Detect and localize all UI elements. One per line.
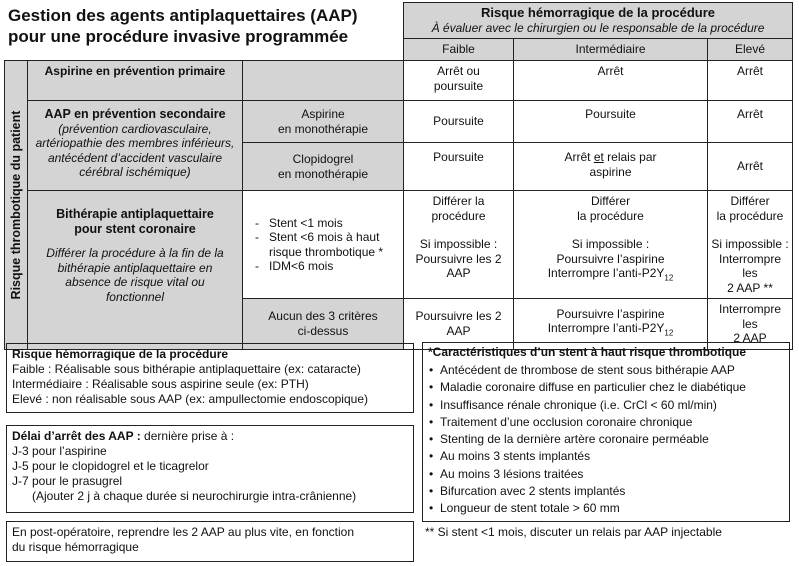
list-item: • Traitement d’une occlusion coronaire chronique xyxy=(440,414,784,431)
list-item: • Longueur de stent totale > 60 mm xyxy=(440,500,784,517)
cell-no-criteria-faible: Poursuivre les 2 AAP xyxy=(404,299,514,350)
criterion-item: - IDM<6 mois xyxy=(269,259,400,274)
cell-high-risk-faible: Différer la procédure Si impossible : Poursuivre les 2 AAP xyxy=(404,191,514,299)
list-item: • Insuffisance rénale chronique (i.e. CrCl < 60 ml/min) xyxy=(440,397,784,414)
cell-high-risk-intermediaire: Différer la procédure Si impossible : Poursuivre l’aspirine Interrompre $l’anti-P2Y_{12}$ xyxy=(514,191,708,299)
column-header-intermediaire: Intermédiaire xyxy=(514,39,708,61)
cell-aspirine-eleve: Arrêt xyxy=(708,101,793,143)
sublabel-no-criteria: Aucun des 3 critères ci-dessus xyxy=(243,299,404,350)
list-item: • Stenting de la dernière artère coronaire perméable xyxy=(440,431,784,448)
cell-high-risk-eleve: Différer la procédure Si impossible : Interrompre les 2 AAP ** xyxy=(708,191,793,299)
cell-primary-intermediaire: Arrêt xyxy=(514,61,708,101)
list-item: • Bifurcation avec 2 stents implantés xyxy=(440,483,784,500)
list-item: • Au moins 3 stents implantés xyxy=(440,448,784,465)
cell-clopidogrel-eleve: Arrêt xyxy=(708,143,793,191)
postop-box: En post-opératoire, reprendre les 2 AAP au plus vite, en fonction du risque hémorragique xyxy=(6,521,414,562)
cell-aspirine-intermediaire: Poursuite xyxy=(514,101,708,143)
aap-management-table xyxy=(4,2,793,350)
column-header-faible: Faible xyxy=(404,39,514,61)
cell-clopidogrel-faible: Poursuite xyxy=(404,143,514,191)
row-label-primary-prevention: Aspirine en prévention primaire xyxy=(28,61,243,101)
thrombotic-risk-label: Risque thrombotique du patient xyxy=(5,61,28,350)
cell-primary-eleve: Arrêt xyxy=(708,61,793,101)
sublabel-clopidogrel-monotherapie: Clopidogrel en monothérapie xyxy=(243,143,404,191)
cell-primary-faible: Arrêt ou poursuite xyxy=(404,61,514,101)
criterion-item: - Stent <6 mois à haut risque thrombotique * xyxy=(269,230,400,259)
list-item: • Antécédent de thrombose de stent sous bithérapie AAP xyxy=(440,362,784,379)
sublabel-aspirine-monotherapie: Aspirine en monothérapie xyxy=(243,101,404,143)
row-label-secondary-prevention: AAP en prévention secondaire (prévention cardiovasculaire, artériopathie des membres inférieurs, antécédent d’accident vasculaire cérébral ischémique) xyxy=(28,101,243,191)
stent-criteria xyxy=(243,191,404,299)
footnote: ** Si stent <1 mois, discuter un relais par AAP injectable xyxy=(425,525,722,539)
criterion-item: - Stent <1 mois xyxy=(269,216,400,231)
list-item: • Maladie coronaire diffuse en particulier chez le diabétique xyxy=(440,379,784,396)
cell-no-criteria-intermediaire: Poursuivre l’aspirine Interrompre $l’anti-P2Y_{12}$ xyxy=(514,299,708,350)
bleeding-risk-legend: Risque hémorragique de la procédure Faible : Réalisable sous bithérapie antiplaquettaire (ex: cataracte) Intermédiaire : Réalisable sous aspirine seule (ex: PTH) Elevé : non réalisable sous AAP (ex: ampullectomie endoscopique) xyxy=(6,343,414,413)
cell-clopidogrel-intermediaire: Arrêt et relais par aspirine xyxy=(514,143,708,191)
high-risk-stent-box: *Caractéristiques d’un stent à haut risque thrombotique • Antécédent de thrombose de stent sous bithérapie AAP • Maladie coronaire diffuse en particulier chez le diabétique • Insuffisance rénale chronique (i.e. CrCl < 60 ml/min) • Traitement d’une occlusion coronaire chronique • Stenting de la dernière artère coronaire perméable • Au moins 3 stents implantés • Au moins 3 lésions traitées • Bifurcation avec 2 stents implantés • Longueur de stent totale > 60 mm xyxy=(422,342,790,522)
list-item: • Au moins 3 lésions traitées xyxy=(440,466,784,483)
page-title: Gestion des agents antiplaquettaires (AAP) pour une procédure invasive programmée xyxy=(8,6,358,46)
row-label-dual-antiplatelet: Bithérapie antiplaquettaire pour stent coronaire Différer la procédure à la fin de la bithérapie antiplaquettaire en absence de risque vital ou fonctionnel xyxy=(28,191,243,350)
bleeding-risk-header: Risque hémorragique de la procédure À évaluer avec le chirurgien ou le responsable de la procédure xyxy=(404,3,793,39)
cell-aspirine-faible: Poursuite xyxy=(404,101,514,143)
cell-no-criteria-eleve: Interrompre les 2 AAP xyxy=(708,299,793,350)
column-header-eleve: Elevé xyxy=(708,39,793,61)
stop-delay-box: Délai d’arrêt des AAP : dernière prise à : J-3 pour l’aspirine J-5 pour le clopidogrel et le ticagrelor J-7 pour le prasugrel (Ajouter 2 j à chaque durée si neurochirurgie intra-crânienne) xyxy=(6,425,414,513)
